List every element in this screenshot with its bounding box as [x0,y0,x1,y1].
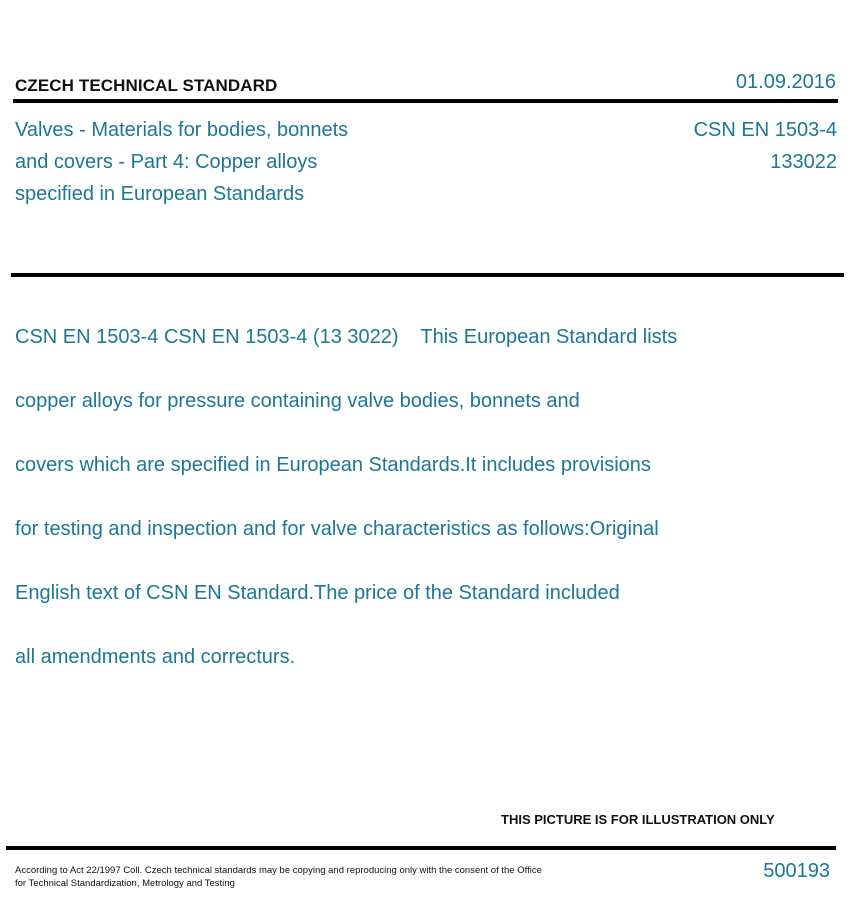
header-divider [13,99,838,103]
standard-title-line: Valves - Materials for bodies, bonnets [15,119,349,141]
standard-description [15,289,775,705]
standard-designation: CSN EN 1503-4 [693,119,837,141]
legal-notice [15,864,615,890]
description-line: covers which are specified in European Standards.It includes provisions [15,454,651,476]
description-line: English text of CSN EN Standard.The price of the Standard included [15,582,620,604]
standard-title-line: and covers - Part 4: Copper alloys [15,151,318,173]
legal-notice-line: for Technical Standardization, Metrology and Testing [15,878,235,889]
document-type-title: CZECH TECHNICAL STANDARD [15,76,278,95]
standard-identifiers [694,114,837,178]
footer-divider [6,846,836,850]
publication-date: 01.09.2016 [735,71,836,93]
standard-title [15,114,455,210]
standard-title-line: specified in European Standards [15,183,305,205]
section-divider [11,273,844,277]
illustration-disclaimer: THIS PICTURE IS FOR ILLUSTRATION ONLY [501,812,775,827]
legal-notice-line: According to Act 22/1997 Coll. Czech technical standards may be copying and reproducing only with the consent of the Office [15,865,542,876]
standard-class-number: 133022 [770,151,837,173]
document-code: 500193 [763,860,830,882]
description-line: for testing and inspection and for valve characteristics as follows:Original [15,518,659,540]
description-line: copper alloys for pressure containing valve bodies, bonnets and [15,390,580,412]
description-line: all amendments and correcturs. [15,646,296,668]
description-line: CSN EN 1503-4 CSN EN 1503-4 (13 3022) This European Standard lists [15,326,678,348]
